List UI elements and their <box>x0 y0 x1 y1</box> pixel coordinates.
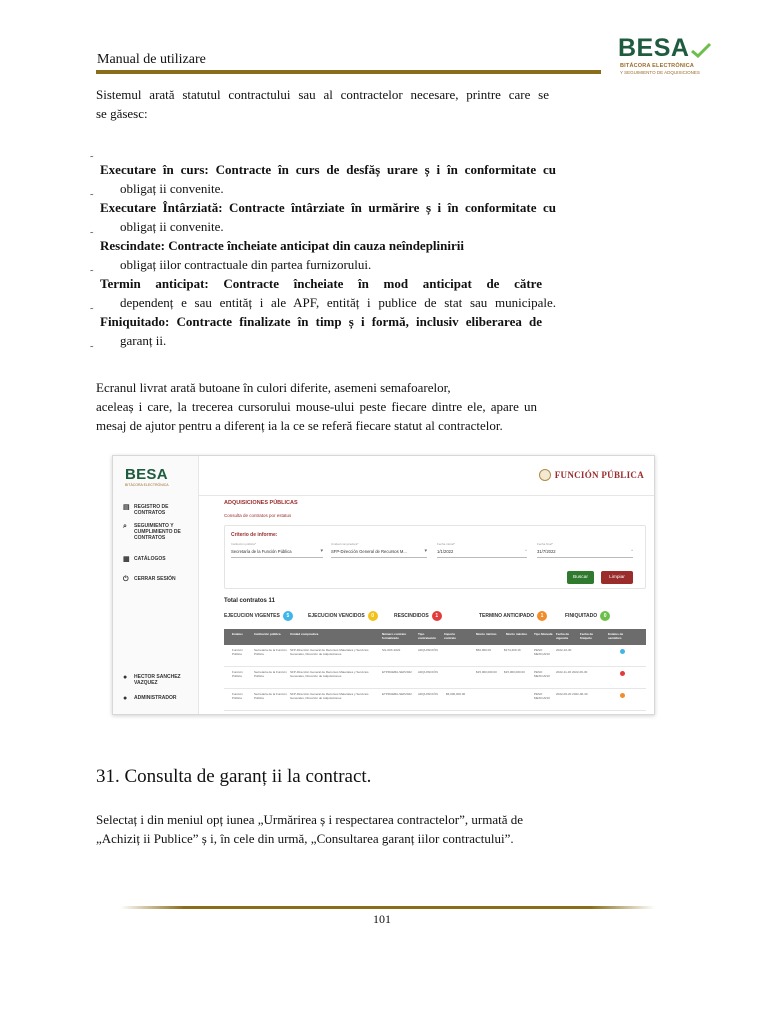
status-ejecucion-vencidos[interactable]: EJECUCION VENCIDOS 0 <box>308 611 378 621</box>
header-rule <box>96 70 601 74</box>
semaphore-dot <box>620 649 625 654</box>
status-rescindidos[interactable]: RESCINDIDOS 1 <box>394 611 442 621</box>
para2-line-1: Ecranul livrat arată butoane în culori diferite, asemeni semafoarelor, <box>96 380 451 395</box>
clear-button[interactable]: Limpiar <box>601 571 633 584</box>
footer-rule <box>120 906 655 909</box>
sidebar-role: ● ADMINISTRADOR <box>123 695 177 702</box>
para2-line-2: aceleaș i care, la trecerea cursorului mouse-ului peste fiecare dintre ele, apare un <box>96 399 537 414</box>
sidebar-item-seguimiento[interactable]: ⌕ SEGUIMIENTO Y CUMPLIMIENTO DE CONTRATOS <box>123 523 181 541</box>
calendar-icon: ▫ <box>525 548 527 554</box>
admin-icon: ● <box>123 695 128 702</box>
funcion-publica-brand: FUNCIÓN PÚBLICA <box>539 469 644 481</box>
semaphore-dot <box>620 671 625 676</box>
sidebar-item-registro[interactable]: ▤ REGISTRO DE CONTRATOS <box>123 504 169 516</box>
status-ejecucion-vigentes[interactable]: EJECUCION VIGENTES 5 <box>224 611 293 621</box>
bullet-cont: garanț ii. <box>120 333 167 348</box>
chevron-down-icon: ▾ <box>424 548 427 554</box>
bullet-finiquitado: Finiquitado: Contracte finalizate în timp ș i formă, inclusiv eliberarea de <box>100 314 542 329</box>
bullet-cont: obligaț ii convenite. <box>120 219 224 234</box>
end-date-field[interactable]: Fecha final* 31/7/2022 ▫ <box>537 547 633 558</box>
institution-select[interactable]: Institución pública* Secretaría de la Función Pública ▾ <box>231 547 323 558</box>
besa-logo: BESA BITÁCORA ELECTRÓNICA Y SEGUIMIENTO DE ADQUISICIONES <box>618 36 718 80</box>
chevron-down-icon: ▾ <box>320 548 323 554</box>
bullet-mark: ˜ <box>90 193 94 204</box>
bullet-mark: ˜ <box>90 155 94 166</box>
section-line-1: Selectaț i din meniul opț iunea „Urmărirea ș i respectarea contractelor”, urmată de <box>96 812 523 827</box>
catalog-icon: ▦ <box>123 556 130 563</box>
table-header: Estatus Institución pública Unidad compradora Número contrato formalizado Tipo contratación Importe contrato Monto mínimo Monto máximo Tipo Moneda Fecha de vigencia Fecha de finiquito Estatus de semáforo <box>224 629 646 645</box>
table-row[interactable]: Función Pública Secretaría de la Función Pública SFP-Dirección General de Recursos Materiales y Servicios Generales, Dirección de Adquisiciones SG-00X-2022 ADQUISICIÓN $50,000.00 $174,400.16 PESO MEXICANO 2022-10-30 <box>224 645 646 667</box>
sidebar-user: ● HECTOR SANCHEZ VAZQUEZ <box>123 674 181 686</box>
bullet-mark: ˜ <box>90 307 94 318</box>
embedded-app-screenshot <box>112 455 655 715</box>
bullet-rescindate: Rescindate: Contracte încheiate anticipat din cauza neîndeplinirii <box>100 238 464 253</box>
bullet-cont: dependenț e sau entităț i ale APF, entităț i publice de stat sau municipale. <box>120 295 556 310</box>
para2-line-3: mesaj de ajutor pentru a diferenț ia la ce se referă fiecare statut al contractelor. <box>96 418 503 433</box>
purchasing-unit-select[interactable]: Unidad compradora* SFP-Dirección General de Recursos M... ▾ <box>331 547 427 558</box>
app-logo-subtitle: BITÁCORA ELECTRÓNICA <box>125 483 169 487</box>
page-subtitle: Consulta de contratos por estatus <box>224 513 292 518</box>
search-button[interactable]: Buscar <box>567 571 594 584</box>
start-date-field[interactable]: Fecha inicial* 1/1/2022 ▫ <box>437 547 527 558</box>
bullet-executare-in-curs: Executare în curs: Contracte în curs de desfăș urare ș i în conformitate cu <box>100 162 556 177</box>
semaphore-dot <box>620 693 625 698</box>
app-sidebar <box>113 456 199 715</box>
bullet-cont: obligaț ii convenite. <box>120 181 224 196</box>
section-line-2: „Achiziț ii Publice” ș i, în cele din urmă, „Consultarea garanț iilor contractului”. <box>96 831 514 846</box>
bullet-mark: ˜ <box>90 269 94 280</box>
document-header-title: Manual de utilizare <box>97 52 206 67</box>
app-logo: BESA <box>125 466 168 483</box>
table-row[interactable]: Función Pública Secretaría de la Función Pública SFP-Dirección General de Recursos Materiales y Servicios Generales, Dirección de Adquisiciones ETPRUEBA-SEP2022 ADQUISICIÓN $5,000,000.00 PESO MEXICANO 2022-06-20 2022-06-30 <box>224 689 646 711</box>
criteria-panel <box>224 525 646 589</box>
status-termino-anticipado[interactable]: TERMINO ANTICIPADO 1 <box>479 611 547 621</box>
total-contracts: Total contratos 11 <box>224 598 275 604</box>
bullet-mark: ˜ <box>90 231 94 242</box>
page-number: 101 <box>373 912 391 926</box>
user-icon: ● <box>123 674 128 681</box>
bullet-mark: ˜ <box>90 345 94 356</box>
register-icon: ▤ <box>123 504 130 511</box>
bullet-executare-intarziata: Executare Întârziată: Contracte întârziate în urmărire ș i în conformitate cu <box>100 200 556 215</box>
intro-line-1: Sistemul arată statutul contractului sau al contractelor necesare, printre care se <box>96 87 549 102</box>
logo-check-icon <box>690 42 712 58</box>
sidebar-item-cerrar-sesion[interactable]: ⏻ CERRAR SESIÓN <box>123 576 176 583</box>
bullet-cont: obligaț iilor contractuale din partea furnizorului. <box>120 257 372 272</box>
power-icon: ⏻ <box>123 576 129 583</box>
calendar-icon: ▫ <box>631 548 633 554</box>
status-finiquitado[interactable]: FINIQUITADO 0 <box>565 611 610 621</box>
section-title: 31. Consulta de garanț ii la contract. <box>96 766 372 787</box>
sidebar-item-catalogos[interactable]: ▦ CATÁLOGOS <box>123 556 166 563</box>
app-topbar <box>199 456 655 496</box>
table-row[interactable]: Función Pública Secretaría de la Función Pública SFP-Dirección General de Recursos Materiales y Servicios Generales, Dirección de Adquisiciones ETPRUEBA-SEP2022 ADQUISICIÓN $15,000,000.00 $15,000,000.00 PESO MEXICANO 2022-11-30 2022-06-30 <box>224 667 646 689</box>
intro-line-2: se găsesc: <box>96 106 148 121</box>
breadcrumb[interactable]: ADQUISICIONES PÚBLICAS <box>224 500 298 506</box>
criteria-title: Criterio de informe: <box>231 532 278 538</box>
search-icon: ⌕ <box>123 523 127 530</box>
bullet-termin-anticipat: Termin anticipat: Contracte încheiate în mod anticipat de către <box>100 276 542 291</box>
mexico-seal-icon <box>539 469 551 481</box>
